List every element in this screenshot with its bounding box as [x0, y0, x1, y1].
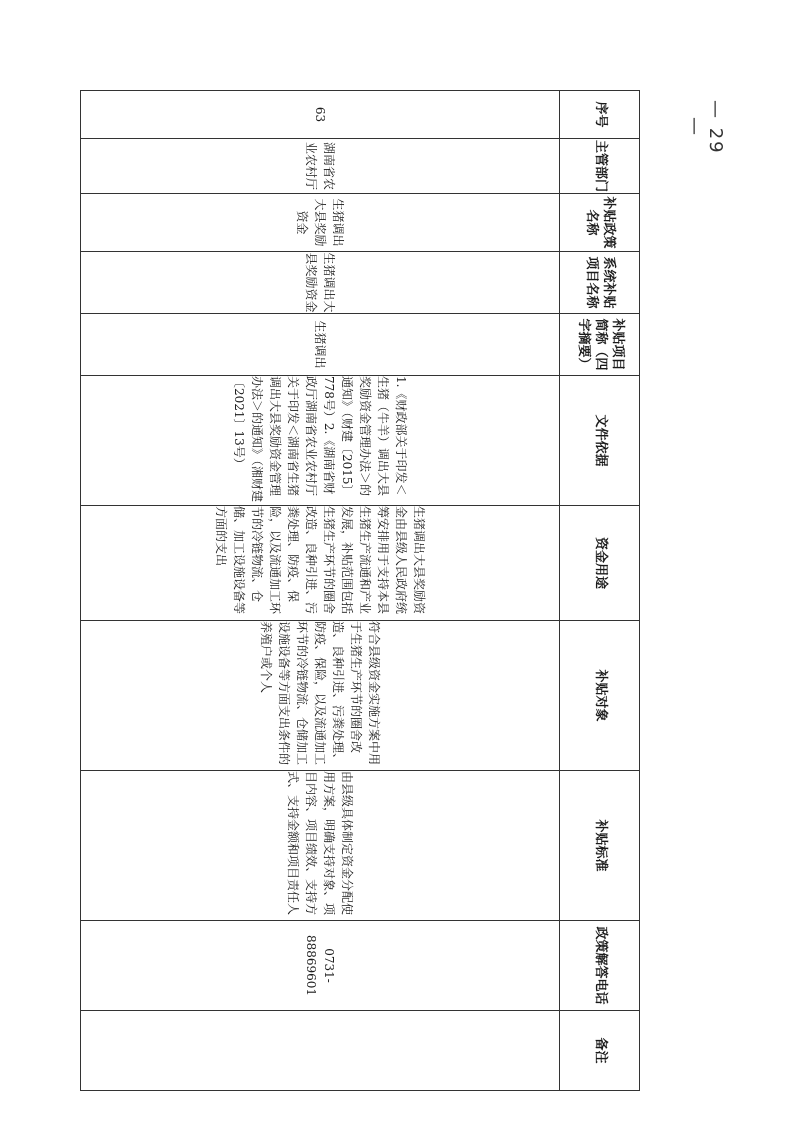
header-item-short: 补贴项目简称（四字摘要）	[560, 314, 640, 376]
page-number: — 29 —	[684, 99, 726, 155]
cell-standard: 由县级具体制定资金分配使用方案，明确支持对象、项目内容、项目绩效、支持方式、支持金额和项目责任人	[81, 771, 560, 921]
subsidy-table	[80, 90, 640, 1091]
cell-usage: 生猪调出大县奖励资金由县级人民政府统筹安排用于支持本县生猪生产流通和产业发展，补贴范围包括生猪生产环节的圈舍改造、良种引进、污粪处理、防疫、保险，以及流通加工环节的冷链物流、仓储、加工设施设备等方面的支出	[81, 506, 560, 621]
header-usage: 资金用途	[560, 506, 640, 621]
rotated-table-page	[80, 90, 640, 1090]
header-phone: 政策解答电话	[560, 921, 640, 1011]
cell-policy-name: 生猪调出大县奖励资金	[81, 194, 560, 252]
header-basis: 文件依据	[560, 376, 640, 506]
header-policy-name: 补贴政策名称	[560, 194, 640, 252]
cell-remark	[81, 1011, 560, 1091]
header-remark: 备注	[560, 1011, 640, 1091]
cell-system-item: 生猪调出大县奖励资金	[81, 252, 560, 314]
header-dept: 主管部门	[560, 139, 640, 194]
cell-phone: 0731-88869601	[81, 921, 560, 1011]
header-standard: 补贴标准	[560, 771, 640, 921]
header-target: 补贴对象	[560, 621, 640, 771]
header-system-item: 系统补贴项目名称	[560, 252, 640, 314]
cell-seq: 63	[81, 91, 560, 139]
cell-basis: 1.《财政部关于印发＜生猪（牛羊）调出大县奖励资金管理办法＞的通知》（财建〔2015〕778号）2.《湖南省财政厅湖南省农业农村厅关于印发＜湖南省生猪调出大县奖励资金管理办法＞的通知》（湘财建〔2021〕13号）	[81, 376, 560, 506]
header-seq: 序号	[560, 91, 640, 139]
table-row	[81, 91, 560, 1091]
cell-dept: 湖南省农业农村厅	[81, 139, 560, 194]
table-header-row	[560, 91, 640, 1091]
cell-target: 符合县级资金实施方案中用于生猪生产环节的圈舍改造、良种引进、污粪处理、防疫、保险，以及流通加工环节的冷链物流、仓储加工设施设备等方面支出条件的养殖户或个人	[81, 621, 560, 771]
cell-item-short: 生猪调出	[81, 314, 560, 376]
